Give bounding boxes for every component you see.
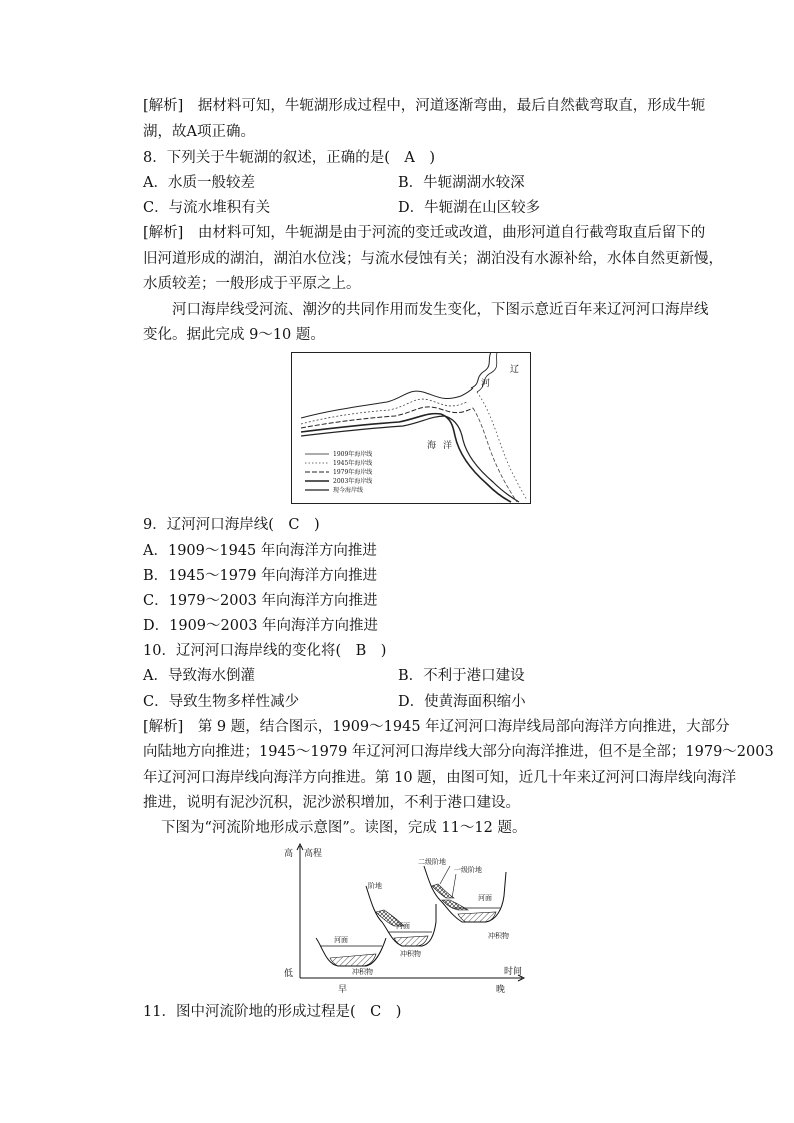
stage2-sediment: 冲积物	[400, 950, 421, 958]
q10-option-b: B．不利于港口建设	[398, 668, 525, 684]
q8-option-a: A．水质一般较差	[143, 175, 255, 191]
legend-present: 现今海岸线	[333, 487, 364, 494]
q8-explain-line3: 水质较差；一般形成于平原之上。	[143, 276, 361, 292]
stage3-first-terrace: 一级阶地	[454, 866, 482, 874]
q8-explain-line2: 旧河道形成的湖泊，湖泊水位浅；与流水侵蚀有关；湖泊没有水源补给，水体自然更新慢，	[143, 251, 723, 267]
map-label-he: 河	[481, 379, 491, 389]
q11-stem: 11．图中河流阶地的形成过程是( C )	[143, 1004, 402, 1020]
q9-option-b: B．1945～1979 年向海洋方向推进	[143, 568, 378, 584]
axis-low: 低	[284, 969, 294, 979]
q7-explain-line2: 湖，故A项正确。	[143, 124, 255, 140]
q9-option-c: C．1979～2003 年向海洋方向推进	[143, 593, 378, 609]
q10-explain-line1: [解析] 第 9 题，结合图示，1909～1945 年辽河河口海岸线局部向海洋方向推进，大部分	[143, 719, 730, 735]
map-label-yang: 洋	[443, 441, 453, 451]
map-label-hai: 海	[427, 441, 437, 451]
stage2-river-surface: 河面	[396, 922, 410, 930]
q8-option-d: D．牛轭湖在山区较多	[398, 200, 541, 216]
q8-stem: 8．下列关于牛轭湖的叙述，正确的是( A )	[143, 150, 436, 166]
legend-1979: 1979年海岸线	[333, 469, 373, 476]
stage1-river-surface: 河面	[334, 936, 348, 944]
legend-1909: 1909年海岸线	[333, 451, 373, 458]
q10-option-d: D．使黄海面积缩小	[398, 694, 526, 710]
axis-time: 时间	[504, 967, 523, 977]
q9-stem: 9．辽河河口海岸线( C )	[143, 517, 320, 533]
legend-2003: 2003年海岸线	[333, 478, 373, 485]
stage3-sediment: 冲积物	[488, 932, 509, 940]
legend-1945: 1945年海岸线	[333, 460, 373, 467]
q8-explain-line1: [解析] 由材料可知，牛轭湖是由于河流的变迁或改道，曲形河道自行截弯取直后留下的	[143, 225, 706, 241]
q8-option-c: C．与流水堆积有关	[143, 200, 271, 216]
axis-high: 高	[284, 849, 294, 859]
q10-option-c: C．导致生物多样性减少	[143, 694, 300, 710]
axis-late: 晚	[496, 985, 506, 995]
q7-explain-line1: [解析] 据材料可知，牛轭湖形成过程中，河道逐渐弯曲，最后自然截弯取直，形成牛轭	[143, 98, 706, 114]
axis-early: 早	[338, 985, 348, 995]
q9-option-d: D．1909～2003 年向海洋方向推进	[143, 618, 379, 634]
intro-11-12: 下图为“河流阶地形成示意图”。读图，完成 11～12 题。	[161, 820, 527, 836]
axis-elevation: 高程	[304, 849, 323, 859]
q10-explain-line4: 推进，说明有泥沙沉积，泥沙淤积增加，不利于港口建设。	[143, 795, 520, 811]
q9-option-a: A．1909～1945 年向海洋方向推进	[143, 543, 377, 559]
map-label-liao: 辽	[510, 365, 520, 375]
q10-stem: 10．辽河河口海岸线的变化将( B )	[143, 643, 387, 659]
stage2-terrace: 阶地	[368, 882, 382, 890]
q10-explain-line2: 向陆地方向推进；1945～1979 年辽河河口海岸线大部分向海洋推进，但不是全部；1979～2003	[143, 744, 774, 760]
q10-option-a: A．导致海水倒灌	[143, 668, 255, 684]
stage3-river-surface: 河面	[478, 894, 492, 902]
q10-explain-line3: 年辽河河口海岸线向海洋方向推进。第 10 题，由图可知，近几十年来辽河河口海岸线向海洋	[143, 770, 737, 786]
intro-9-10-line1: 河口海岸线受河流、潮汐的共同作用而发生变化，下图示意近百年来辽河河口海岸线	[172, 302, 709, 318]
river-terrace-diagram	[282, 842, 532, 1000]
liao-river-coastline-map	[291, 352, 531, 504]
q8-option-b: B．牛轭湖湖水较深	[398, 175, 525, 191]
stage3-second-terrace: 二级阶地	[418, 858, 446, 866]
intro-9-10-line2: 变化。据此完成 9～10 题。	[143, 327, 325, 343]
stage1-sediment: 冲积物	[352, 968, 373, 976]
